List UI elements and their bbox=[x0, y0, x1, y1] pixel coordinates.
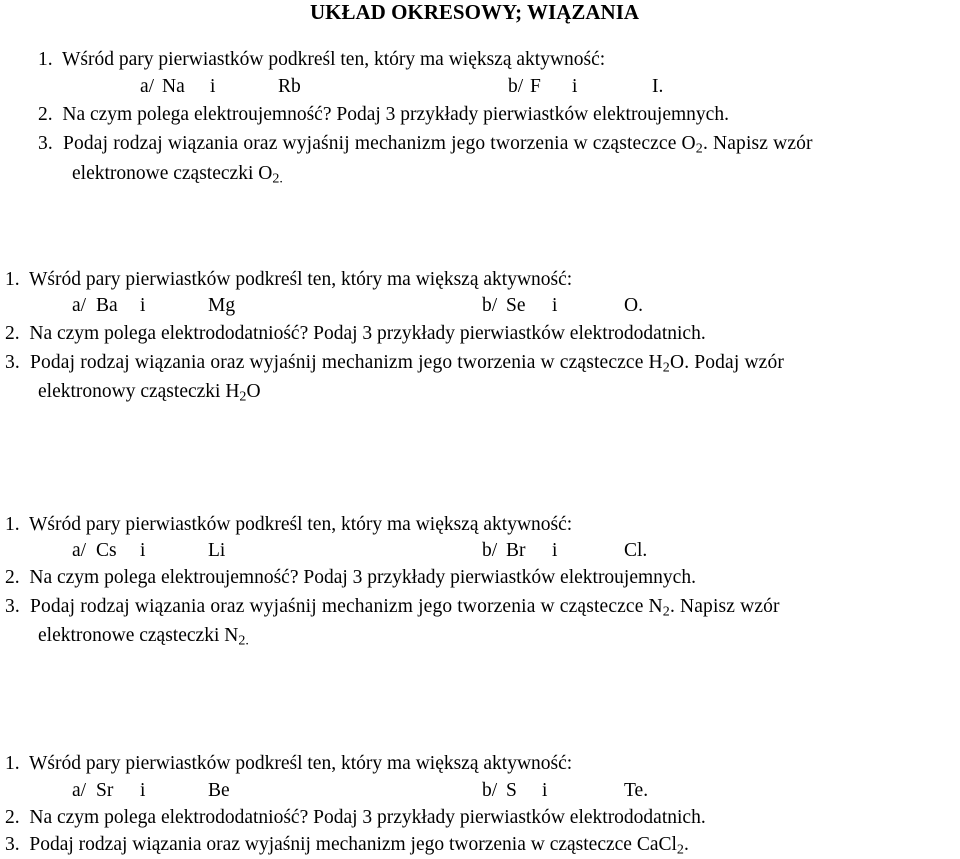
pair-b-element-1: F bbox=[530, 76, 541, 97]
question-text: elektronowe cząsteczki O bbox=[72, 163, 273, 184]
subscript: 2 bbox=[662, 359, 670, 376]
pair-a-element-2: Rb bbox=[278, 76, 301, 97]
page-title: UKŁAD OKRESOWY; WIĄZANIA bbox=[310, 0, 640, 24]
question-number: 1. bbox=[38, 49, 53, 70]
question-text: Wśród pary pierwiastków podkreśl ten, który ma większą aktywność: bbox=[29, 514, 573, 535]
element-pairs bbox=[0, 296, 960, 318]
element-pairs bbox=[0, 77, 960, 99]
pair-a-conjunction: i bbox=[210, 76, 216, 97]
question-number: 2. bbox=[5, 807, 20, 828]
question-number: 1. bbox=[5, 753, 20, 774]
pair-a-label: a/ bbox=[72, 540, 87, 561]
question-text: Na czym polega elektrododatniość? Podaj 3 przykłady pierwiastków elektrododatnich. bbox=[29, 807, 706, 828]
pair-a-element-2: Mg bbox=[208, 295, 236, 316]
question-text-end: O. Podaj wzór bbox=[669, 352, 785, 373]
question-3 bbox=[5, 834, 689, 858]
pair-b-conjunction: i bbox=[552, 540, 558, 561]
question-1 bbox=[5, 754, 572, 774]
question-number: 3. bbox=[5, 352, 20, 373]
pair-b-label: b/ bbox=[482, 780, 498, 801]
question-number: 2. bbox=[38, 104, 53, 125]
question-text: Na czym polega elektrododatniość? Podaj 3 przykłady pierwiastków elektrododatnich. bbox=[29, 323, 706, 344]
pair-b-conjunction: i bbox=[542, 780, 548, 801]
question-3 bbox=[5, 596, 780, 620]
question-number: 2. bbox=[5, 323, 20, 344]
pair-b-element-2: Cl. bbox=[624, 540, 648, 561]
question-text-end: . Napisz wzór bbox=[702, 133, 813, 154]
question-3-continuation bbox=[38, 625, 249, 649]
question-text: Podaj rodzaj wiązania oraz wyjaśnij mechanizm jego tworzenia w cząsteczce H bbox=[30, 352, 663, 373]
question-text: elektronowe cząsteczki N bbox=[38, 625, 239, 646]
subscript: 2. bbox=[238, 632, 249, 649]
pair-b-label: b/ bbox=[508, 76, 524, 97]
pair-a-label: a/ bbox=[72, 295, 87, 316]
pair-b-element-2: Te. bbox=[624, 780, 649, 801]
question-number: 2. bbox=[5, 567, 20, 588]
question-number: 1. bbox=[5, 269, 20, 290]
question-text: elektronowy cząsteczki H bbox=[38, 381, 240, 402]
pair-b-element-1: S bbox=[506, 780, 517, 801]
question-text: Podaj rodzaj wiązania oraz wyjaśnij mechanizm jego tworzenia w cząsteczce O bbox=[63, 133, 696, 154]
pair-a-element-1: Na bbox=[162, 76, 185, 97]
pair-a-element-2: Li bbox=[208, 540, 226, 561]
question-text: Wśród pary pierwiastków podkreśl ten, który ma większą aktywność: bbox=[29, 269, 573, 290]
pair-a-label: a/ bbox=[140, 76, 155, 97]
question-text-end: . Napisz wzór bbox=[669, 596, 780, 617]
question-text-end: . bbox=[683, 834, 689, 855]
question-3 bbox=[38, 133, 813, 157]
question-1 bbox=[5, 515, 572, 535]
question-2 bbox=[5, 808, 706, 828]
question-text: Wśród pary pierwiastków podkreśl ten, który ma większą aktywność: bbox=[62, 49, 606, 70]
subscript: 2. bbox=[272, 170, 283, 187]
question-text: Wśród pary pierwiastków podkreśl ten, który ma większą aktywność: bbox=[29, 753, 573, 774]
pair-a-label: a/ bbox=[72, 780, 87, 801]
question-3-continuation bbox=[72, 163, 283, 187]
subscript: 2 bbox=[676, 841, 684, 858]
question-text-end: O bbox=[246, 381, 261, 402]
question-text: Na czym polega elektroujemność? Podaj 3 przykłady pierwiastków elektroujemnych. bbox=[29, 567, 696, 588]
pair-a-element-1: Sr bbox=[96, 780, 114, 801]
question-text: Podaj rodzaj wiązania oraz wyjaśnij mechanizm jego tworzenia w cząsteczce CaCl bbox=[29, 834, 677, 855]
pair-a-conjunction: i bbox=[140, 540, 146, 561]
pair-a-element-1: Ba bbox=[96, 295, 118, 316]
question-text: Podaj rodzaj wiązania oraz wyjaśnij mechanizm jego tworzenia w cząsteczce N bbox=[30, 596, 663, 617]
question-text: Na czym polega elektroujemność? Podaj 3 przykłady pierwiastków elektroujemnych. bbox=[62, 104, 729, 125]
pair-a-element-1: Cs bbox=[96, 540, 117, 561]
subscript: 2 bbox=[662, 603, 670, 620]
subscript: 2 bbox=[239, 388, 247, 405]
pair-b-element-2: I. bbox=[652, 76, 664, 97]
question-2 bbox=[5, 568, 696, 588]
pair-b-conjunction: i bbox=[552, 295, 558, 316]
subscript: 2 bbox=[695, 140, 703, 157]
question-1 bbox=[38, 50, 605, 70]
pair-b-element-2: O. bbox=[624, 295, 643, 316]
pair-a-conjunction: i bbox=[140, 780, 146, 801]
pair-b-conjunction: i bbox=[572, 76, 578, 97]
pair-b-label: b/ bbox=[482, 295, 498, 316]
question-3 bbox=[5, 352, 785, 376]
pair-b-element-1: Se bbox=[506, 295, 526, 316]
question-number: 3. bbox=[38, 133, 53, 154]
pair-a-element-2: Be bbox=[208, 780, 230, 801]
question-3-continuation bbox=[38, 381, 261, 405]
pair-b-label: b/ bbox=[482, 540, 498, 561]
question-2 bbox=[38, 105, 729, 125]
element-pairs bbox=[0, 541, 960, 563]
question-number: 3. bbox=[5, 834, 20, 855]
question-2 bbox=[5, 324, 706, 344]
pair-b-element-1: Br bbox=[506, 540, 526, 561]
element-pairs bbox=[0, 781, 960, 803]
pair-a-conjunction: i bbox=[140, 295, 146, 316]
question-number: 3. bbox=[5, 596, 20, 617]
question-1 bbox=[5, 270, 572, 290]
question-number: 1. bbox=[5, 514, 20, 535]
